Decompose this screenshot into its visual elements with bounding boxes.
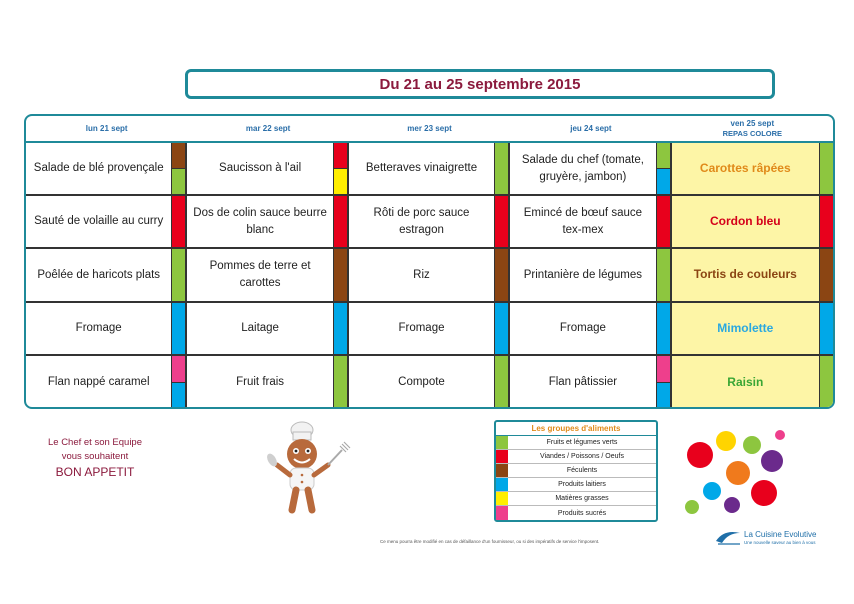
day-label: mar 22 sept xyxy=(245,124,291,133)
dish-name: Saucisson à l'ail xyxy=(219,162,302,175)
menu-cell xyxy=(510,143,671,196)
food-group-swatch xyxy=(820,249,833,300)
food-group-strip xyxy=(171,196,185,247)
food-group-swatch xyxy=(657,356,670,382)
legend-label: Matières grasses xyxy=(555,495,609,502)
menu-cell xyxy=(672,249,833,302)
food-group-strip xyxy=(819,196,833,247)
food-group-swatch xyxy=(334,303,347,354)
food-group-swatch xyxy=(657,303,670,354)
food-group-strip xyxy=(819,249,833,300)
food-group-swatch xyxy=(172,303,185,354)
day-header xyxy=(26,116,187,141)
dish-name: Rôti de porc sauce estragon xyxy=(373,207,470,236)
menu-cell xyxy=(349,303,510,356)
dish-name: Flan nappé caramel xyxy=(47,376,150,389)
menu-cell xyxy=(187,196,348,249)
food-group-strip xyxy=(171,143,185,194)
legend-item xyxy=(496,450,656,464)
menu-cell xyxy=(26,143,187,196)
food-group-swatch xyxy=(172,249,185,300)
menu-cell xyxy=(510,196,671,249)
food-group-swatch xyxy=(334,196,347,247)
day-header xyxy=(510,116,671,141)
legend-label: Fruits et légumes verts xyxy=(546,439,618,446)
menu-cell xyxy=(187,249,348,302)
food-groups-legend xyxy=(494,420,658,522)
menu-cell xyxy=(349,249,510,302)
food-group-swatch xyxy=(820,196,833,247)
food-group-swatch xyxy=(657,168,670,194)
food-group-strip xyxy=(656,303,670,354)
legend-swatch xyxy=(496,492,508,505)
food-group-swatch xyxy=(172,382,185,409)
menu-cell xyxy=(187,356,348,409)
legend-title: Les groupes d'aliments xyxy=(496,422,656,436)
paint-splash-illustration xyxy=(672,421,792,525)
chef-message xyxy=(40,436,150,481)
legend-swatch xyxy=(496,436,508,449)
legend-label: Viandes / Poissons / Oeufs xyxy=(540,453,624,460)
brand-wave-icon xyxy=(714,527,742,547)
menu-cell xyxy=(672,143,833,196)
food-group-swatch xyxy=(495,356,508,409)
dish-name: Laitage xyxy=(241,321,279,334)
dish-name: Fromage xyxy=(398,321,445,334)
menu-grid xyxy=(26,143,833,409)
food-group-swatch xyxy=(657,249,670,300)
food-group-strip xyxy=(494,356,508,409)
menu-cell xyxy=(26,356,187,409)
food-group-swatch xyxy=(495,196,508,247)
chef-message-line2: vous souhaitent xyxy=(61,450,129,462)
food-group-swatch xyxy=(820,143,833,194)
food-group-swatch xyxy=(657,196,670,247)
menu-cell xyxy=(187,303,348,356)
food-group-strip xyxy=(333,356,347,409)
dish-name: Poêlée de haricots plats xyxy=(37,268,161,281)
food-group-swatch xyxy=(334,143,347,168)
food-group-strip xyxy=(819,303,833,354)
food-group-strip xyxy=(819,356,833,409)
menu-cell xyxy=(26,249,187,302)
food-group-swatch xyxy=(334,249,347,300)
food-group-swatch xyxy=(334,356,347,409)
dish-name: Fromage xyxy=(559,321,606,334)
food-group-strip xyxy=(656,356,670,409)
dish-name: Salade du chef (tomate, gruyère, jambon) xyxy=(521,153,644,183)
weekly-menu-table xyxy=(24,114,835,409)
brand-tagline: Une nouvelle saveur au bien à vous xyxy=(744,540,816,545)
menu-cell xyxy=(510,303,671,356)
day-header xyxy=(187,116,348,141)
food-group-strip xyxy=(171,303,185,354)
food-group-strip xyxy=(656,196,670,247)
legend-swatch xyxy=(496,450,508,463)
food-group-swatch xyxy=(657,143,670,168)
dish-name: Sauté de volaille au curry xyxy=(34,215,164,228)
dish-name: Cordon bleu xyxy=(709,214,781,229)
food-group-strip xyxy=(171,249,185,300)
menu-cell xyxy=(26,303,187,356)
dish-name: Fromage xyxy=(75,321,122,334)
dish-name: Betteraves vinaigrette xyxy=(365,162,478,175)
legend-item xyxy=(496,492,656,506)
day-sublabel: REPAS COLORE xyxy=(722,129,783,138)
dish-name: Salade de blé provençale xyxy=(33,162,164,175)
food-group-swatch xyxy=(657,382,670,409)
menu-footnote: Ce menu pourra être modifié en cas de défaillance d'un fournisseur, ou si des impératifs de service l'imposent. xyxy=(380,539,600,544)
dish-name: Dos de colin sauce beurre blanc xyxy=(193,207,327,236)
menu-cell xyxy=(349,196,510,249)
food-group-swatch xyxy=(172,356,185,382)
day-label: jeu 24 sept xyxy=(570,124,612,133)
legend-swatch xyxy=(496,506,508,520)
food-group-swatch xyxy=(172,143,185,168)
dish-name: Emincé de bœuf sauce tex-mex xyxy=(523,207,643,236)
food-group-strip xyxy=(494,303,508,354)
day-label: lun 21 sept xyxy=(85,124,128,133)
food-group-swatch xyxy=(495,303,508,354)
menu-cell xyxy=(510,356,671,409)
dish-name: Riz xyxy=(413,268,430,281)
day-label: ven 25 sept xyxy=(730,119,775,128)
food-group-swatch xyxy=(820,356,833,409)
menu-cell xyxy=(672,196,833,249)
brand-name: La Cuisine Evolutive xyxy=(744,530,817,539)
legend-label: Produits laitiers xyxy=(558,481,606,488)
food-group-swatch xyxy=(495,143,508,194)
legend-label: Produits sucrés xyxy=(557,509,607,517)
day-label: mer 23 sept xyxy=(407,124,452,133)
legend-item xyxy=(496,464,656,478)
dish-name: Mimolette xyxy=(717,320,774,335)
chef-cartoon-icon xyxy=(262,420,362,520)
day-header xyxy=(349,116,510,141)
dish-name: Printanière de légumes xyxy=(523,268,643,281)
food-group-swatch xyxy=(820,303,833,354)
dish-name: Carottes râpées xyxy=(699,160,791,175)
legend-item xyxy=(496,436,656,450)
food-group-swatch xyxy=(334,168,347,194)
food-group-swatch xyxy=(172,168,185,194)
food-group-strip xyxy=(494,143,508,194)
food-group-strip xyxy=(494,196,508,247)
chef-message-line3: BON APPETIT xyxy=(55,464,135,479)
menu-cell xyxy=(510,249,671,302)
food-group-strip xyxy=(333,143,347,194)
food-group-strip xyxy=(656,249,670,300)
food-group-strip xyxy=(819,143,833,194)
menu-title: Du 21 au 25 septembre 2015 xyxy=(185,69,775,99)
food-group-strip xyxy=(333,196,347,247)
food-group-strip xyxy=(333,249,347,300)
dish-name: Tortis de couleurs xyxy=(693,267,797,282)
dish-name: Pommes de terre et carottes xyxy=(209,260,311,289)
legend-swatch xyxy=(496,478,508,491)
legend-item xyxy=(496,478,656,492)
food-group-strip xyxy=(656,143,670,194)
menu-cell xyxy=(672,356,833,409)
food-group-swatch xyxy=(172,196,185,247)
menu-cell xyxy=(672,303,833,356)
food-group-strip xyxy=(333,303,347,354)
dish-name: Compote xyxy=(398,376,445,389)
dish-name: Fruit frais xyxy=(236,376,285,389)
legend-label: Féculents xyxy=(566,467,598,474)
menu-cell xyxy=(349,143,510,196)
day-header xyxy=(672,116,833,141)
menu-cell xyxy=(187,143,348,196)
brand-logo xyxy=(714,527,824,549)
legend-item xyxy=(496,506,656,520)
legend-swatch xyxy=(496,464,508,477)
day-header-row xyxy=(26,116,833,143)
menu-cell xyxy=(349,356,510,409)
chef-message-line1: Le Chef et son Equipe xyxy=(47,437,142,448)
food-group-strip xyxy=(494,249,508,300)
menu-cell xyxy=(26,196,187,249)
food-group-swatch xyxy=(495,249,508,300)
dish-name: Flan pâtissier xyxy=(548,376,618,389)
dish-name: Raisin xyxy=(727,374,764,389)
food-group-strip xyxy=(171,356,185,409)
